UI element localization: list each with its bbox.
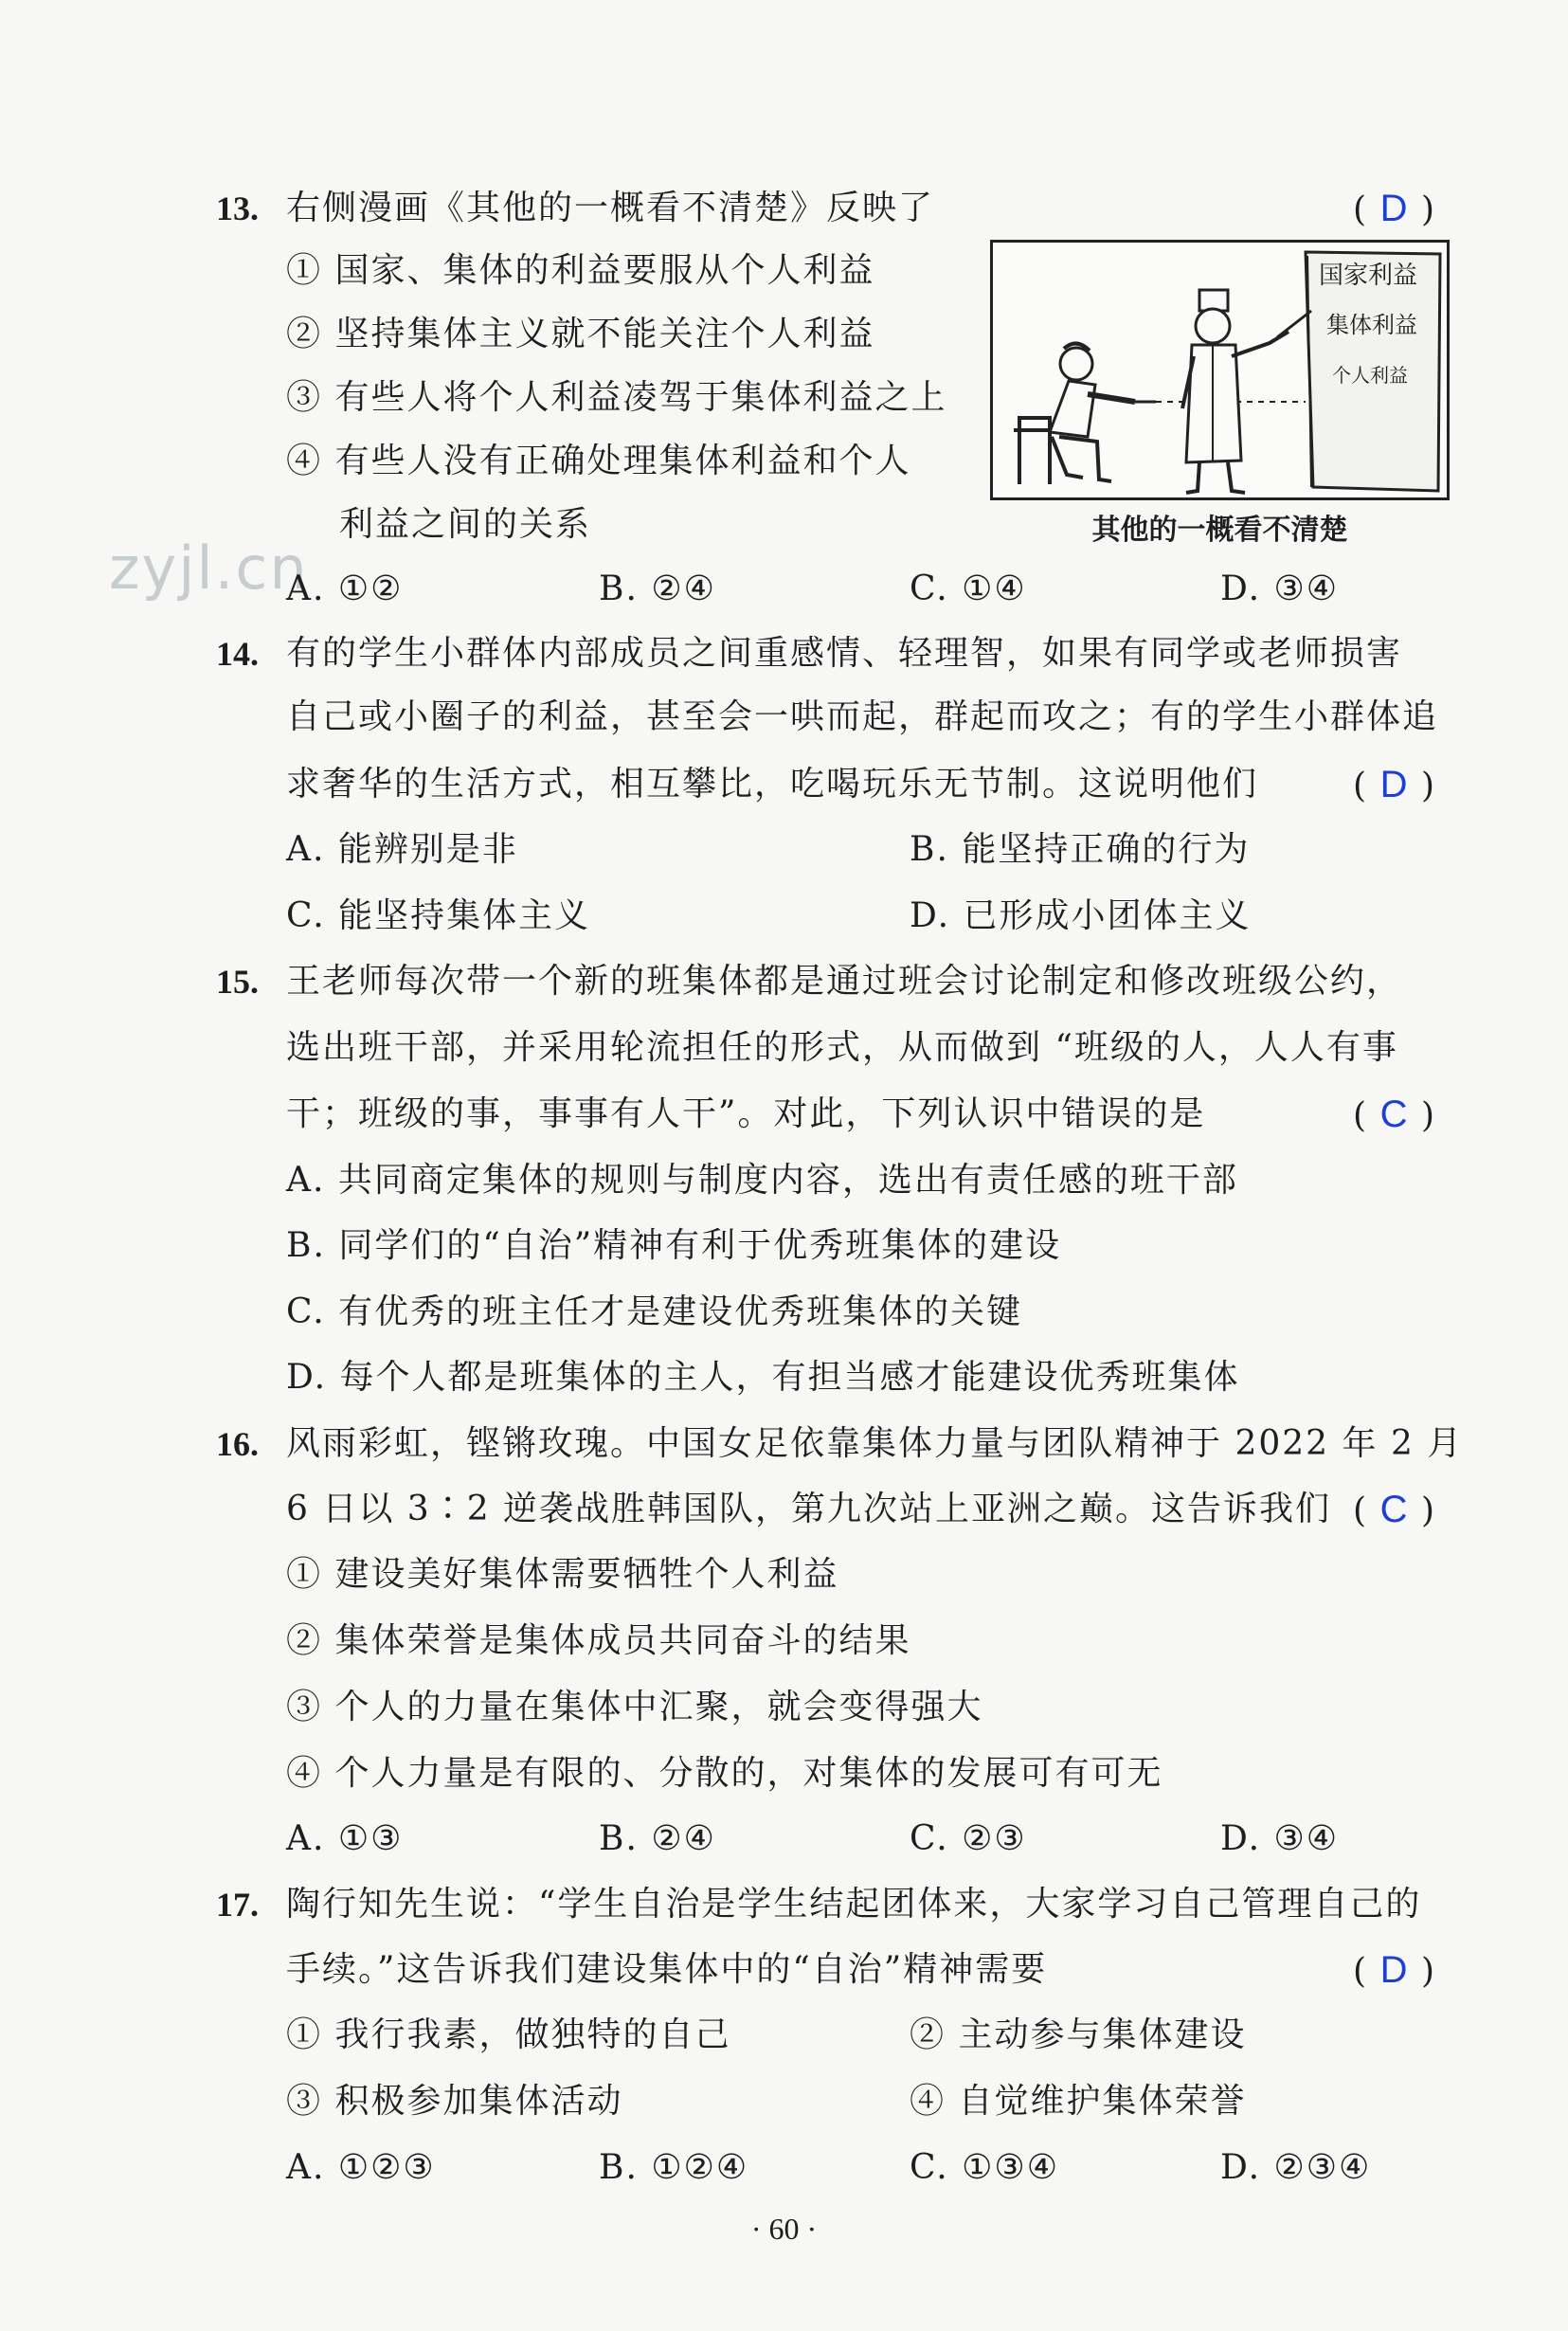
question-stem: 选出班干部，并采用轮流担任的形式，从而做到 “班级的人，人人有事 xyxy=(286,1028,1398,1067)
cartoon-figure xyxy=(990,240,1450,500)
statement-item: ① 建设美好集体需要牺牲个人利益 xyxy=(286,1555,839,1594)
answer-box: ( C ) xyxy=(1353,1093,1435,1135)
answer-letter: D xyxy=(1379,764,1408,805)
option-b: B. 同学们的“自治”精神有利于优秀班集体的建设 xyxy=(286,1226,1062,1265)
question-stem: 有的学生小群体内部成员之间重感情、轻理智，如果有同学或老师损害 xyxy=(286,634,1403,673)
option-b: B. ①②④ xyxy=(599,2148,749,2187)
question-stem: 手续。”这告诉我们建设集体中的“自治”精神需要 xyxy=(286,1950,1048,1989)
statement-item: ④ 自觉维护集体荣誉 xyxy=(910,2082,1247,2121)
answer-letter: C xyxy=(1379,1093,1408,1135)
option-a: A. ①② xyxy=(286,569,404,608)
question-number: 14. xyxy=(216,635,259,673)
question-number: 16. xyxy=(216,1425,259,1463)
option-a: A. 共同商定集体的规则与制度内容，选出有责任感的班干部 xyxy=(286,1161,1238,1200)
statement-item: ③ 个人的力量在集体中汇聚，就会变得强大 xyxy=(286,1688,983,1726)
option-c: C. ②③ xyxy=(910,1819,1027,1858)
statement-item: ③ 有些人将个人利益凌驾于集体利益之上 xyxy=(286,378,947,417)
option-d: D. ③④ xyxy=(1220,1819,1340,1858)
question-stem: 右侧漫画《其他的一概看不清楚》反映了 xyxy=(286,189,935,227)
question-number: 17. xyxy=(216,1886,259,1924)
page-number: · 60 · xyxy=(750,2212,818,2246)
question-stem: 自己或小圈子的利益，甚至会一哄而起，群起而攻之；有的学生小群体追 xyxy=(286,697,1439,736)
board-label: 国家利益 xyxy=(1319,262,1418,290)
option-a: A. ①②③ xyxy=(286,2148,436,2187)
option-d: D. 每个人都是班集体的主人，有担当感才能建设优秀班集体 xyxy=(286,1358,1240,1397)
statement-item: ③ 积极参加集体活动 xyxy=(286,2082,623,2121)
watermark: zyjl.cn xyxy=(109,533,309,603)
answer-letter: D xyxy=(1379,1949,1408,1991)
statement-item: ② 坚持集体主义就不能关注个人利益 xyxy=(286,315,875,353)
option-d: D. ③④ xyxy=(1220,569,1340,608)
statement-item: ① 我行我素，做独特的自己 xyxy=(286,2015,731,2054)
statement-item: ② 主动参与集体建设 xyxy=(910,2015,1247,2054)
board-label: 个人利益 xyxy=(1332,364,1408,387)
answer-box: ( C ) xyxy=(1353,1489,1435,1530)
question-stem: 风雨彩虹，铿锵玫瑰。中国女足依靠集体力量与团队精神于 2022 年 2 月 xyxy=(286,1424,1464,1463)
question-stem: 求奢华的生活方式，相互攀比，吃喝玩乐无节制。这说明他们 xyxy=(286,765,1259,804)
figure-caption: 其他的一概看不清楚 xyxy=(1091,514,1348,547)
question-number: 15. xyxy=(216,963,259,1001)
option-b: B. ②④ xyxy=(599,569,716,608)
option-a: A. 能辨别是非 xyxy=(286,830,518,869)
question-stem: 干；班级的事，事事有人干”。对此，下列认识中错误的是 xyxy=(286,1094,1206,1133)
board-label: 集体利益 xyxy=(1326,312,1417,338)
option-c: C. 有优秀的班主任才是建设优秀班集体的关键 xyxy=(286,1292,1023,1331)
option-c: C. ①④ xyxy=(910,569,1027,608)
statement-item: ① 国家、集体的利益要服从个人利益 xyxy=(286,251,875,290)
statement-item: 利益之间的关系 xyxy=(339,505,592,544)
option-a: A. ①③ xyxy=(286,1819,404,1858)
option-d: D. ②③④ xyxy=(1220,2148,1372,2187)
question-stem: 陶行知先生说：“学生自治是学生结起团体来，大家学习自己管理自己的 xyxy=(286,1885,1422,1924)
answer-box: ( D ) xyxy=(1353,188,1435,229)
statement-item: ② 集体荣誉是集体成员共同奋斗的结果 xyxy=(286,1621,911,1660)
option-c: C. 能坚持集体主义 xyxy=(286,896,591,935)
option-b: B. 能坚持正确的行为 xyxy=(910,830,1251,869)
answer-letter: D xyxy=(1379,188,1408,229)
option-d: D. 已形成小团体主义 xyxy=(910,896,1252,935)
statement-item: ④ 个人力量是有限的、分散的，对集体的发展可有可无 xyxy=(286,1754,1163,1793)
answer-box: ( D ) xyxy=(1353,1949,1435,1991)
answer-box: ( D ) xyxy=(1353,764,1435,805)
option-b: B. ②④ xyxy=(599,1819,716,1858)
answer-letter: C xyxy=(1379,1489,1408,1530)
question-number: 13. xyxy=(216,190,259,227)
question-stem: 6 日以 3∶2 逆袭战胜韩国队，第九次站上亚洲之巅。这告诉我们 xyxy=(286,1490,1332,1528)
statement-item: ④ 有些人没有正确处理集体利益和个人 xyxy=(286,442,911,480)
option-c: C. ①③④ xyxy=(910,2148,1059,2187)
question-stem: 王老师每次带一个新的班集体都是通过班会讨论制定和修改班级公约， xyxy=(286,962,1403,1001)
